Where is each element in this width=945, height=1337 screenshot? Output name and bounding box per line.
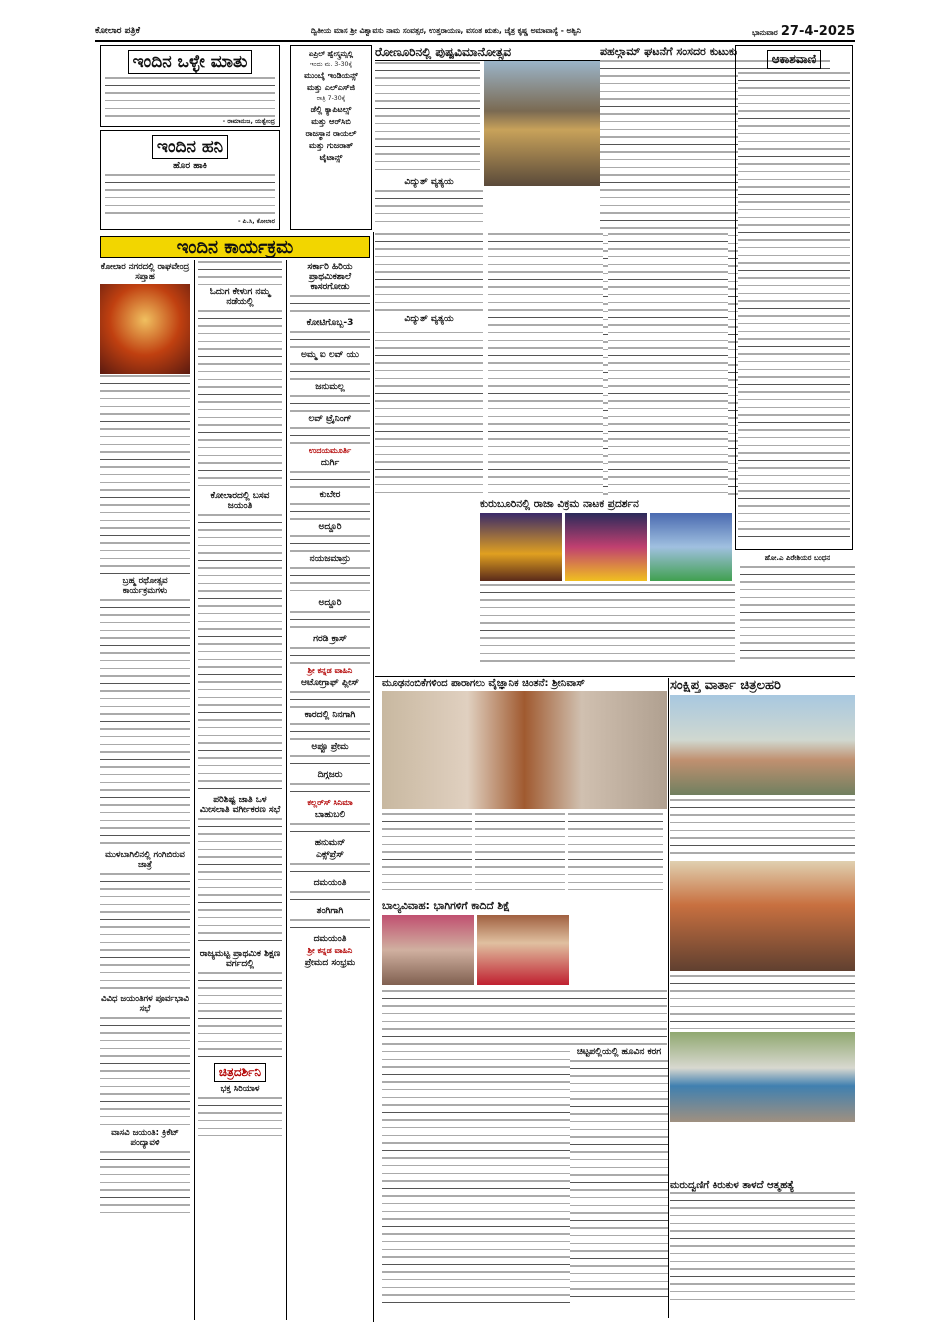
k3-text-1	[290, 294, 370, 316]
hani-heading: ಇಂದಿನ ಹನಿ	[152, 135, 228, 159]
k3-item-15: ಕಾರದಲ್ಲಿ ನಿನಗಾಗಿ	[304, 710, 356, 720]
ipl-line-6: ಡೆಲ್ಲಿ ಕ್ಯಾಪಿಟಲ್ಸ್	[310, 105, 352, 115]
k3-item-11: ಅದ್ದೂರಿ	[318, 598, 342, 608]
k1-text-5	[100, 1150, 190, 1220]
k3-item-6: ಉದಯಮೂರ್ತಿ	[308, 446, 352, 455]
k2-item-1: ಓದುಗ ಕೇಳುಗ ನಮ್ಮ ನಡೆಯಲ್ಲಿ	[209, 287, 271, 307]
hani-title: ಹೊರ ಹಾಕಿ	[173, 161, 207, 171]
k3-item-1: ಸರ್ಕಾರಿ ಹಿರಿಯ ಪ್ರಾಥಮಿಕಶಾಲೆ ಕಾಸರಗೋಡು	[307, 262, 353, 292]
k3-item-12: ಗರಡಿ ಕ್ರಾಸ್	[313, 634, 347, 644]
k2-text-4	[198, 971, 282, 1061]
vidyut2-title: ವಿದ್ಯುತ್ ವ್ಯತ್ಯಯ	[404, 314, 454, 324]
k3-item-17: ದಿಗ್ಗಜರು	[317, 770, 343, 780]
k2-text-2	[198, 513, 282, 793]
mudha-text-1	[382, 812, 472, 890]
k1-text-4	[100, 1016, 190, 1126]
k1-item-4: ವಿವಿಧ ಜಯಂತಿಗಳ ಪೂರ್ವಭಾವಿ ಸಭೆ	[101, 994, 189, 1014]
karyakrama-col-1	[100, 260, 190, 1320]
middle-col-a	[375, 232, 483, 497]
chitt-title: ಚಿಟ್ಟಪಲ್ಲಿಯಲ್ಲಿ ಹೂವಿನ ಕರಗ	[576, 1047, 662, 1057]
ipl-line-4: ಮತ್ತು ಎಲ್‌ಎಸ್‌ಜಿ	[306, 83, 356, 93]
k2-item-3: ಪರಿಶಿಷ್ಟ ಜಾತಿ ಒಳ ಮೀಸಲಾತಿ ವರ್ಗೀಕರಣ ಸಭೆ	[199, 795, 281, 815]
quote-heading: ಇಂದಿನ ಒಳ್ಳೇ ಮಾತು	[128, 50, 253, 74]
rule-v1	[373, 232, 374, 1322]
k3-item-3: ಅಮ್ಮ ಐ ಲವ್ ಯು	[301, 350, 359, 360]
masthead	[95, 22, 855, 42]
k3-text-3	[290, 362, 370, 380]
k2-text-6	[198, 1096, 282, 1136]
mudha-text-3	[568, 812, 663, 890]
k3-item-13: ಶ್ರೀ ಕನ್ನಡ ವಾಹಿನಿ	[307, 666, 353, 675]
mudha-text-2	[475, 812, 565, 890]
k3-text-23	[290, 918, 370, 932]
rule-v2	[668, 678, 669, 1318]
k3-item-26: ಪ್ರೇಮದ ಸಂಭ್ರಮ	[304, 958, 356, 968]
story-middle	[375, 232, 730, 497]
story-marude	[670, 1180, 855, 1320]
k2-item-2: ಕೋಲಾರದಲ್ಲಿ ಬಸವ ಜಯಂತಿ	[210, 491, 270, 511]
story-raja	[480, 498, 735, 673]
k3-item-21: ಎಕ್ಸ್‌ಪ್ರೆಸ್	[316, 850, 344, 860]
sankshipta-text-1	[670, 798, 855, 858]
hani-text	[105, 173, 275, 218]
hani-author: - ಪಿ.ಸಿ, ಕೋಲಾರ	[237, 218, 275, 225]
k3-text-16	[290, 754, 370, 768]
quote-box	[100, 45, 280, 127]
raja-photo-3	[650, 513, 732, 581]
k1-text-2	[100, 598, 190, 848]
k3-text-7	[290, 470, 370, 488]
raja-photo-1	[480, 513, 562, 581]
photo-caption-text	[740, 565, 855, 665]
k3-item-19: ಬಾಹುಬಲಿ	[314, 810, 346, 820]
k1-item-1: ಕೋಲಾರ ನಗರದಲ್ಲಿ ರಾಘವೇಂದ್ರ ಸಪ್ತಾಹ	[100, 262, 190, 282]
k3-item-2: ಕೋಟಿಗೊಬ್ಬ-3	[306, 318, 354, 328]
k1-item-5: ವಾಸವಿ ಜಯಂತಿ: ಕ್ರಿಕೆಟ್ ಪಂದ್ಯಾವಳಿ	[111, 1128, 179, 1148]
k3-item-14: ಆಟೋಗ್ರಾಫ್ ಪ್ಲೀಸ್	[301, 678, 359, 688]
k3-item-22: ದಮಯಂತಿ	[313, 878, 347, 888]
ipl-line-8: ರಾಜಸ್ಥಾನ ರಾಯಲ್	[305, 129, 357, 139]
k1-text-3	[100, 872, 190, 992]
k3-text-8	[290, 502, 370, 520]
k3-item-18: ಕಲ್ಲರ್‌ಸ್ ಸಿನಿಮಾ	[307, 798, 353, 807]
k3-item-16: ಅಪ್ಪೂ ಪ್ರೇಮ	[311, 742, 349, 752]
sankshipta-text-2	[670, 974, 855, 1029]
sankshipta-photo-2	[670, 861, 855, 971]
paper-name: ಕೋಲಾರ ಪತ್ರಿಕೆ	[95, 26, 140, 36]
k3-text-15	[290, 722, 370, 740]
quote-text	[105, 76, 275, 118]
raja-title: ಕುರುಬೂರಿನಲ್ಲಿ ರಾಜಾ ವಿಕ್ರಮ ನಾಟಕ ಪ್ರದರ್ಶನ	[480, 498, 639, 510]
ipl-line-7: ಮತ್ತು ಆರ್‌ಸಿಬಿ	[311, 117, 351, 127]
chitt-text	[570, 1059, 668, 1299]
k3-text-2	[290, 330, 370, 348]
k3-item-9: ಅದ್ದೂರಿ	[318, 522, 342, 532]
issue-date-block	[752, 24, 855, 39]
karyakrama-col-3	[286, 260, 370, 1320]
ipl-line-10: ಟೈಟಾನ್ಸ್	[319, 153, 343, 163]
pushpa-photo	[484, 61, 614, 186]
story-vidyut	[375, 175, 483, 230]
k3-text-9	[290, 534, 370, 552]
photo-caption: ಹೋ.ಎ ಪಿರೇಶಿಯರ ಬಂಧನ	[764, 554, 831, 562]
ipl-line-3: ಮುಂಬೈ ಇಂಡಿಯನ್ಸ್	[304, 71, 358, 81]
karyakrama-col-2	[194, 260, 282, 1320]
k2-text-0	[198, 260, 282, 285]
k3-item-5: ಲವ್ ಟ್ರೈನಿಂಗ್	[308, 414, 352, 424]
k3-text-5	[290, 426, 370, 444]
akashavani-box	[735, 45, 853, 550]
raja-photo-2	[565, 513, 647, 581]
issue-date: 27-4-2025	[780, 23, 855, 39]
rule-h1	[375, 676, 855, 677]
k1-item-3: ಮುಳಬಾಗಿಲಿನಲ್ಲಿ ಗಂಗಿಬಿರುವ ಜಾತ್ರೆ	[105, 850, 185, 870]
k3-text-17	[290, 782, 370, 796]
sankshipta-photo-1	[670, 695, 855, 795]
balya-title: ಬಾಲ್ಯವಿವಾಹ: ಭಾಗಿಗಳಿಗೆ ಕಾದಿದೆ ಶಿಕ್ಷೆ	[382, 900, 510, 912]
balya-photo-2	[477, 915, 569, 985]
ipl-line-1: ಏಪ್ರಿಲ್ ಹ್ವೇಸ್ಕ್ರಮ್ಸಲ್ಲಿ	[308, 50, 354, 58]
story-pahal-title: ಪಹಲ್ಗಾಮ್ ಘಟನೆಗೆ ಸಂಸದರ ಕುಟುಕು	[600, 45, 738, 58]
raja-text	[480, 583, 735, 668]
middle-col-c	[608, 232, 728, 497]
k3-item-7: ದುರ್ಗಿ	[320, 458, 340, 468]
k3-item-8: ಕುಬೇರ	[319, 490, 341, 500]
raghavendra-photo	[100, 284, 190, 374]
story-mudha	[382, 678, 667, 898]
quote-attribution: - ರಾಮಾನುಜ, ಯತ್ವೇಂದ್ರ	[222, 118, 275, 125]
story-chitt	[570, 1045, 668, 1320]
marude-title: ಮರುದ್ವಣಿಗೆ ಕಿರುಕುಳ ತಾಳದೆ ಆತ್ಮಹತ್ಯೆ	[670, 1180, 795, 1191]
ipl-box	[290, 45, 372, 230]
story-pushpa-title: ರೋಣೂರಿನಲ್ಲಿ ಪುಷ್ಪವಿಮಾನೋತ್ಸವ	[375, 45, 615, 61]
k3-item-4: ಜನುಮಲ್ಲ	[315, 382, 345, 392]
k3-text-19	[290, 822, 370, 836]
edition-info: ದ್ವಿತೀಯ ಮಾಸ ಶ್ರೀ ವಿಶ್ವಾವಸು ನಾಮ ಸಂವತ್ಸರ, ಉತ್ತರಾಯಣ, ವಸಂತ ಋತು, ಚೈತ್ರ ಕೃಷ್ಣ ಅಮಾವಾಸ್ಯೆ - ಅಶ್ವಿನಿ	[310, 26, 582, 35]
k1-item-2: ಬ್ರಹ್ಮ ರಥೋತ್ಸವ ಕಾರ್ಯಕ್ರಮಗಳು	[122, 576, 168, 596]
k2-item-6: ಭಕ್ತ ಸಿರಿಯಾಳ	[220, 1084, 260, 1094]
photo-caption-block	[740, 552, 855, 672]
vidyut2-block	[375, 312, 483, 326]
ipl-line-2: ಇಂದು ಮ. 3-30ಕ್ಕೆ	[309, 61, 353, 68]
sankshipta-photo-3	[670, 1032, 855, 1122]
k3-item-23: ತಂಗಿಗಾಗಿ	[316, 906, 344, 916]
ipl-line-9: ಮತ್ತು ಗುಜರಾತ್	[309, 141, 353, 151]
akashavani-text	[738, 71, 850, 541]
ipl-line-5: ರಾತ್ರಿ 7-30ಕ್ಕೆ	[316, 95, 346, 103]
k3-item-24: ದಮಯಂತಿ	[313, 934, 347, 944]
balya-photo-1	[382, 915, 474, 985]
k3-text-21	[290, 862, 370, 876]
hani-box	[100, 130, 280, 230]
k2-item-4: ರಾಜ್ಯಮಟ್ಟ ಪ್ರಾಥಮಿಕ ಶಿಕ್ಷಣ ವರ್ಗದಲ್ಲಿ	[199, 949, 281, 969]
mudha-title: ಮೂಢನಂಬಿಕೆಗಳಿಂದ ಪಾರಾಗಲು ವೈಜ್ಞಾನಿಕ ಚಿಂತನೆ: ಶ್ರೀನಿವಾಸ್	[382, 678, 585, 689]
k3-text-12	[290, 646, 370, 664]
k2-item-5: ಚಿತ್ರದರ್ಶಿನಿ	[214, 1063, 266, 1082]
middle-col-b	[488, 232, 603, 497]
sankshipta-title: ಸಂಕ್ಷಿಪ್ತ ವಾರ್ತಾ ಚಿತ್ರಲಹರಿ	[670, 678, 781, 693]
k3-text-22	[290, 890, 370, 904]
k2-text-1	[198, 309, 282, 489]
issue-day: ಭಾನುವಾರ	[751, 27, 778, 37]
k1-text-1	[100, 374, 190, 574]
akashavani-title: ಆಕಾಶವಾಣಿ	[767, 50, 822, 69]
k3-text-14	[290, 690, 370, 708]
mudha-photo	[382, 691, 667, 809]
vidyut-title: ವಿದ್ಯುತ್ ವ್ಯತ್ಯಯ	[404, 177, 454, 187]
k3-item-10: ನಯಜಮಾನ್ರು	[309, 554, 351, 564]
marude-text	[670, 1191, 855, 1306]
vidyut-text	[375, 189, 483, 227]
k3-item-20: ಹನುಮನ್	[314, 838, 346, 848]
k3-text-10	[290, 566, 370, 596]
karyakrama-banner: ಇಂದಿನ ಕಾರ್ಯಕ್ರಮ	[100, 236, 370, 258]
k3-text-4	[290, 394, 370, 412]
k3-text-11	[290, 610, 370, 632]
k2-text-3	[198, 817, 282, 947]
k3-item-25: ಶ್ರೀ ಕನ್ನಡ ವಾಹಿನಿ	[307, 946, 353, 955]
story-sankshipta	[670, 678, 855, 1178]
